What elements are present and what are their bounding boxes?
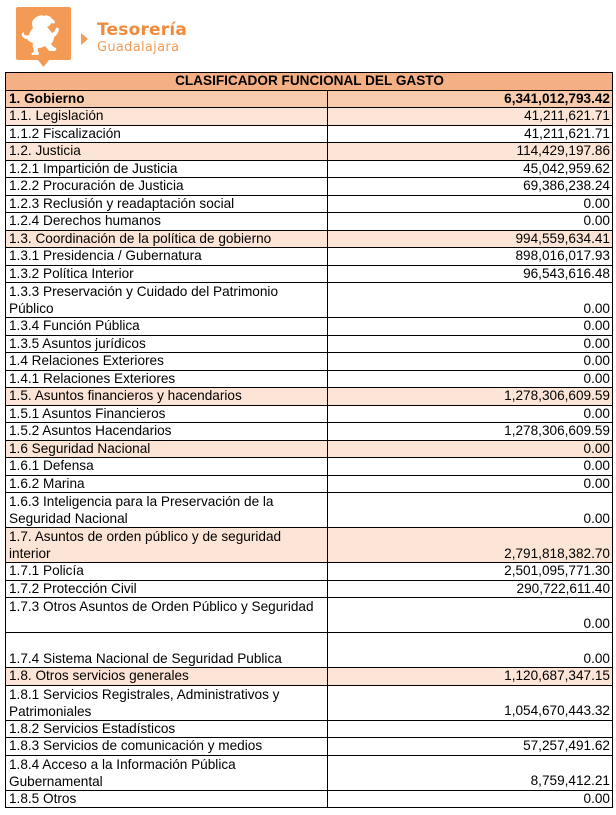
table-row-subtotal <box>6 108 613 126</box>
row-amount: 0.00 <box>328 405 613 423</box>
row-label: 1.8.5 Otros <box>6 790 328 808</box>
row-amount: 114,429,197.86 <box>328 143 613 161</box>
table-row <box>6 458 613 476</box>
row-amount: 2,501,095,771.30 <box>328 563 613 581</box>
row-amount: 0.00 <box>328 195 613 213</box>
table-row <box>6 335 613 353</box>
row-label: 1.5.1 Asuntos Financieros <box>6 405 328 423</box>
row-label: 1.4.1 Relaciones Exteriores <box>6 370 328 388</box>
row-label: 1.2.3 Reclusión y readaptación social <box>6 195 328 213</box>
table-row <box>6 563 613 581</box>
brand-name: Tesorería <box>97 20 188 40</box>
row-amount: 994,559,634.41 <box>328 230 613 248</box>
table-row <box>6 598 613 633</box>
table-row-subtotal <box>6 143 613 161</box>
table-row <box>6 370 613 388</box>
row-amount: 0.00 <box>328 458 613 476</box>
table-row-subtotal <box>6 230 613 248</box>
brand-city: Guadalajara <box>97 40 180 55</box>
row-label: 1.1.2 Fiscalización <box>6 125 328 143</box>
row-amount: 1,054,670,443.32 <box>328 685 613 720</box>
row-amount: 0.00 <box>328 440 613 458</box>
row-amount: 1,278,306,609.59 <box>328 388 613 406</box>
row-amount <box>328 720 613 738</box>
row-label: 1.5. Asuntos financieros y hacendarios <box>6 388 328 406</box>
table-row-subtotal <box>6 528 613 563</box>
table-row <box>6 195 613 213</box>
row-label: 1.2.4 Derechos humanos <box>6 213 328 231</box>
row-amount: 898,016,017.93 <box>328 248 613 266</box>
row-label: 1.3.2 Política Interior <box>6 265 328 283</box>
row-label: 1.7.4 Sistema Nacional de Seguridad Publica <box>6 633 328 668</box>
table-row <box>6 125 613 143</box>
brand-text <box>97 22 187 54</box>
row-amount: 290,722,611.40 <box>328 580 613 598</box>
table-row <box>6 213 613 231</box>
table-row-subtotal <box>6 668 613 686</box>
row-label: 1.6 Seguridad Nacional <box>6 440 328 458</box>
table-row <box>6 720 613 738</box>
row-label: 1.1. Legislación <box>6 108 328 126</box>
row-amount: 0.00 <box>328 370 613 388</box>
row-label: 1.7.1 Policía <box>6 563 328 581</box>
row-amount: 6,341,012,793.42 <box>328 90 613 108</box>
lion-shield-icon <box>15 6 72 68</box>
row-label: 1.2.1 Impartición de Justicia <box>6 160 328 178</box>
row-amount: 1,278,306,609.59 <box>328 423 613 441</box>
table-row <box>6 248 613 266</box>
row-label: 1.3. Coordinación de la política de gobierno <box>6 230 328 248</box>
row-label: 1.8.2 Servicios Estadísticos <box>6 720 328 738</box>
table-row <box>6 633 613 668</box>
table-title: CLASIFICADOR FUNCIONAL DEL GASTO <box>6 73 613 91</box>
row-amount: 69,386,238.24 <box>328 178 613 196</box>
row-label: 1.8.1 Servicios Registrales, Administrativos y Patrimoniales <box>6 685 328 720</box>
table-row <box>6 160 613 178</box>
row-amount: 0.00 <box>328 335 613 353</box>
row-label: 1.2. Justicia <box>6 143 328 161</box>
table-row <box>6 475 613 493</box>
table-body <box>6 90 613 808</box>
row-label: 1.6.1 Defensa <box>6 458 328 476</box>
row-amount: 45,042,959.62 <box>328 160 613 178</box>
row-amount: 41,211,621.71 <box>328 108 613 126</box>
row-amount: 96,543,616.48 <box>328 265 613 283</box>
table-header-row <box>6 73 613 91</box>
table-row <box>6 790 613 808</box>
row-label: 1.2.2 Procuración de Justicia <box>6 178 328 196</box>
table-row <box>6 405 613 423</box>
row-amount: 41,211,621.71 <box>328 125 613 143</box>
table-row <box>6 685 613 720</box>
table-row <box>6 178 613 196</box>
row-amount: 0.00 <box>328 318 613 336</box>
row-amount: 2,791,818,382.70 <box>328 528 613 563</box>
row-label: 1.3.3 Preservación y Cuidado del Patrimonio Público <box>6 283 328 318</box>
table-row <box>6 755 613 790</box>
table-row <box>6 265 613 283</box>
row-label: 1.7. Asuntos de orden público y de seguridad interior <box>6 528 328 563</box>
table-row-subtotal <box>6 388 613 406</box>
row-amount: 0.00 <box>328 213 613 231</box>
row-label: 1.3.5 Asuntos jurídicos <box>6 335 328 353</box>
row-amount: 0.00 <box>328 283 613 318</box>
row-amount: 0.00 <box>328 475 613 493</box>
row-amount: 57,257,491.62 <box>328 738 613 756</box>
brand-arrow-icon <box>81 33 88 45</box>
table-row-subtotal <box>6 440 613 458</box>
row-label: 1.5.2 Asuntos Hacendarios <box>6 423 328 441</box>
row-label: 1.7.3 Otros Asuntos de Orden Público y Seguridad <box>6 598 328 633</box>
row-amount: 0.00 <box>328 598 613 633</box>
row-amount: 0.00 <box>328 353 613 371</box>
row-amount: 0.00 <box>328 493 613 528</box>
row-label: 1.7.2 Protección Civil <box>6 580 328 598</box>
row-label: 1.3.1 Presidencia / Gubernatura <box>6 248 328 266</box>
table-row <box>6 738 613 756</box>
table-row <box>6 580 613 598</box>
row-label: 1. Gobierno <box>6 90 328 108</box>
functional-expense-table <box>5 72 613 808</box>
row-label: 1.8.4 Acceso a la Información Pública Gubernamental <box>6 755 328 790</box>
row-label: 1.8.3 Servicios de comunicación y medios <box>6 738 328 756</box>
row-amount: 0.00 <box>328 633 613 668</box>
table-row <box>6 423 613 441</box>
table-row <box>6 493 613 528</box>
table-row <box>6 318 613 336</box>
row-label: 1.3.4 Función Pública <box>6 318 328 336</box>
row-amount: 1,120,687,347.15 <box>328 668 613 686</box>
table-row-total <box>6 90 613 108</box>
brand-header <box>15 5 187 69</box>
row-label: 1.4 Relaciones Exteriores <box>6 353 328 371</box>
row-amount: 0.00 <box>328 790 613 808</box>
row-label: 1.8. Otros servicios generales <box>6 668 328 686</box>
table-row <box>6 283 613 318</box>
row-amount: 8,759,412.21 <box>328 755 613 790</box>
table-row <box>6 353 613 371</box>
row-label: 1.6.3 Inteligencia para la Preservación de la Seguridad Nacional <box>6 493 328 528</box>
row-label: 1.6.2 Marina <box>6 475 328 493</box>
